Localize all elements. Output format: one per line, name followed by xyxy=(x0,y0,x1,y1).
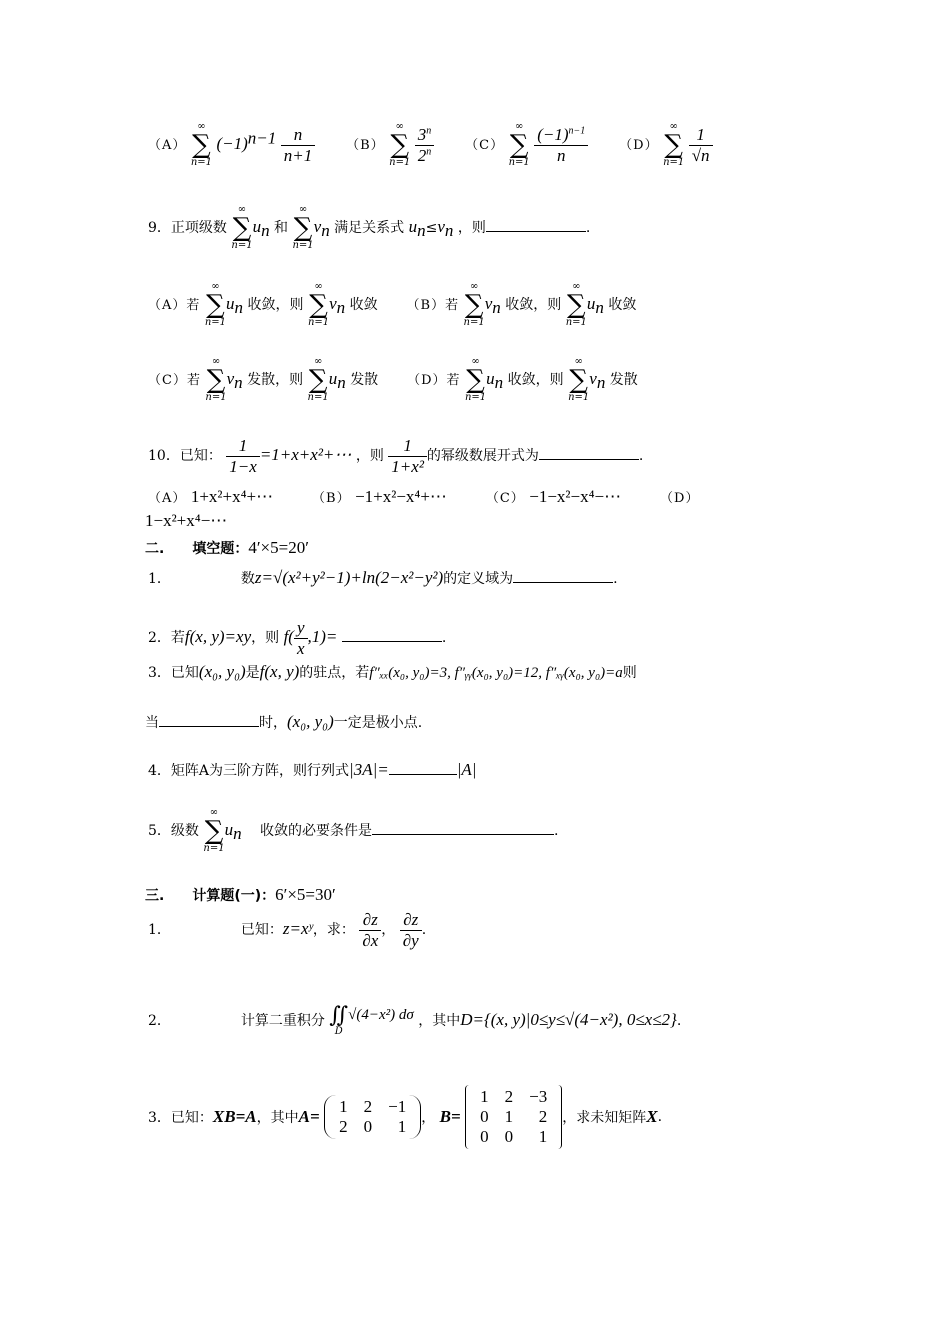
q8-option-a-label: （A） xyxy=(148,138,187,153)
matrix-a-cell: 2 xyxy=(363,1097,373,1116)
matrix-a xyxy=(324,1095,421,1139)
matrix-b-cell: 0 xyxy=(480,1127,489,1146)
matrix-b-row xyxy=(472,1127,555,1147)
fill-q1: 1． 数z=√(x²+y²−1)+ln(2−x²−y²)的定义域为 . xyxy=(148,568,618,587)
section-3-heading: 三. 计算题(一)：6′×5=30′ xyxy=(145,885,336,904)
answer-blank[interactable] xyxy=(342,627,442,642)
q8-a-fraction: $\frac{n}{n+1}$ xyxy=(281,125,315,165)
matrix-a-row xyxy=(331,1117,414,1137)
q8-c-fraction: $\frac{(-1)^{n-1}}{n}$ xyxy=(534,125,588,165)
matrix-b-cell: 2 xyxy=(538,1107,548,1126)
double-integral: ∬ D xyxy=(329,1003,349,1037)
calc-q1: 1． 已知：z=xʸ，求： $\frac{\partial z}{\partial x}$ ， $\frac{\partial z}{\partial y}$ . xyxy=(148,910,427,950)
sum-symbol: ∞ ∑ n=1 xyxy=(292,204,314,251)
sum-symbol: ∞ ∑ n=1 xyxy=(190,121,213,168)
q10-fraction-2: $\frac{1}{\text{1+x²}}$ xyxy=(388,436,427,476)
calc-q3: 3．已知：XB=A，其中A= 1 2 −1 2 0 1 ， B= 1 2 −3 0 1 2 0 0 1 ，求未知矩阵X. xyxy=(148,1085,662,1149)
q8-d-fraction: $\frac{1}{√n}$ xyxy=(689,125,713,165)
matrix-b-row xyxy=(472,1107,555,1127)
sum-symbol: ∞ ∑ n=1 xyxy=(389,121,411,168)
sum-symbol: ∞ ∑ n=1 xyxy=(231,204,253,251)
matrix-a-cell: 0 xyxy=(363,1117,373,1136)
q10-stem: 10．已知： $\frac{1}{1-x}$ =1+x+x²+⋯ ，则 $\frac{1}{\text{1+x²}}$ 的幂级数展开式为 . xyxy=(148,436,644,476)
answer-blank[interactable] xyxy=(486,217,586,232)
q8-a-base: (−1) xyxy=(216,134,248,153)
q9-options-cd: （C）若 ∞ ∑ n=1 $v_n$ 发散，则 ∞ ∑ n=1 $u_n$ 发散 （D）若 ∞ ∑ n=1 $u_n$ 收敛，则 ∞ ∑ n=1 $v_n$ 发散 xyxy=(148,356,638,403)
fill-q4: 4．矩阵A为三阶方阵，则行列式|3A|= |A| xyxy=(148,760,477,779)
answer-blank[interactable] xyxy=(372,820,554,835)
matrix-a-cell: 1 xyxy=(397,1117,407,1136)
matrix-b xyxy=(465,1085,562,1149)
matrix-b-row xyxy=(472,1087,555,1107)
q10-options: （A） 1+x²+x⁴+⋯ （B） −1+x²−x⁴+⋯ （C） −1−x²−x⁴−⋯ （D） xyxy=(148,487,700,506)
q8-options-row: （A） ∞ ∑ n=1 $(-1)^{n-1}$ $\frac{n}{n+1}$ （B） ∞ ∑ n=1 $\frac{3^n}{2^n}$ （C） ∞ ∑ n=1 $\frac{(-1)^{n-1}}{n}$ （D） ∞ ∑ n=1 $\frac{1}{√n}$ xyxy=(148,122,713,168)
matrix-b-cell: 2 xyxy=(504,1087,514,1106)
matrix-a-cell: 2 xyxy=(339,1117,348,1136)
matrix-b-cell: 1 xyxy=(480,1087,489,1106)
matrix-b-cell: 0 xyxy=(504,1127,514,1146)
q9-options-ab: （A）若 ∞ ∑ n=1 $u_n$ 收敛，则 ∞ ∑ n=1 $v_n$ 收敛 （B）若 ∞ ∑ n=1 $v_n$ 收敛，则 ∞ ∑ n=1 $u_n$ 收敛 xyxy=(148,281,637,328)
matrix-a-row xyxy=(331,1097,414,1117)
q10-fraction-1: $\frac{1}{1-x}$ xyxy=(226,436,260,476)
fill-q5: 5．级数 ∞ ∑ n=1 $u_n$ 收敛的必要条件是 . xyxy=(148,807,559,854)
section-2-heading: 二. 填空题：4′×5=20′ xyxy=(145,538,309,557)
answer-blank[interactable] xyxy=(539,445,639,460)
fill-q2: 2．若f(x, y)=xy，则 f( $\frac{y}{x}$ ,1)= . xyxy=(148,618,447,658)
matrix-b-cell: 1 xyxy=(538,1127,548,1146)
sum-symbol: ∞ ∑ n=1 xyxy=(663,121,685,168)
answer-blank[interactable] xyxy=(513,568,613,583)
fill-q3-cont: 当 时，(x₀, y₀)一定是极小点. xyxy=(145,712,423,731)
q9-number: 9．正项级数 xyxy=(148,220,227,236)
partial-z-y: $\frac{\partial z}{\partial y}$ xyxy=(400,910,422,950)
matrix-b-cell: −3 xyxy=(529,1087,548,1106)
q8-b-fraction: $\frac{3^n}{2^n}$ xyxy=(415,125,435,165)
calc-q2: 2． 计算二重积分 ∬ D √(4−x²) dσ ，其中D={(x, y)|0≤y≤√(4−x²), 0≤x≤2}. xyxy=(148,1003,682,1037)
q8-option-b-label: （B） xyxy=(346,138,385,153)
answer-blank[interactable] xyxy=(159,712,259,727)
matrix-a-cell: 1 xyxy=(339,1097,348,1116)
q8-option-c-label: （C） xyxy=(465,138,505,153)
sum-symbol: ∞ ∑ n=1 xyxy=(508,121,530,168)
matrix-b-cell: 1 xyxy=(504,1107,514,1126)
fill-q2-fraction: $\frac{y}{x}$ xyxy=(294,618,308,658)
matrix-a-cell: −1 xyxy=(388,1097,407,1116)
q9-stem: 9．正项级数 ∞ ∑ n=1 $u_n$ 和 ∞ ∑ n=1 $v_n$ 满足关系式 $u_n\le v_n$ ，则 . xyxy=(148,204,591,251)
answer-blank[interactable] xyxy=(389,760,457,775)
q10-option-d-expr: 1−x²+x⁴−⋯ xyxy=(145,511,228,530)
fill-q3: 3．已知(x₀, y₀)是f(x, y)的驻点，若f″ₓₓ(x₀, y₀)=3, f″ᵧᵧ(x₀, y₀)=12, f″ₓᵧ(x₀, y₀)=a则 xyxy=(148,662,637,681)
matrix-b-cell: 0 xyxy=(480,1107,489,1126)
partial-z-x: $\frac{\partial z}{\partial x}$ xyxy=(359,910,381,950)
q8-option-d-label: （D） xyxy=(619,138,659,153)
